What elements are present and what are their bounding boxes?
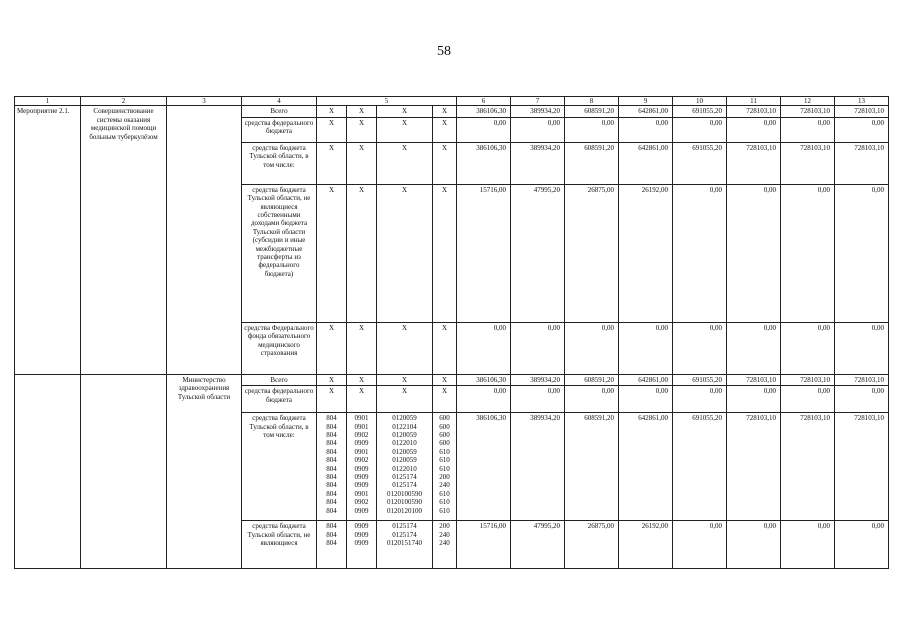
x-mark: Х	[433, 374, 457, 385]
value-cell: 15716,00	[457, 521, 511, 569]
x-mark: Х	[433, 142, 457, 184]
value-cell: 0,00	[727, 521, 781, 569]
source-cell: средства бюджета Тульской области, в том числе:	[242, 142, 317, 184]
value-cell: 642861,00	[619, 413, 673, 521]
x-mark: Х	[433, 322, 457, 374]
event-cell-continued	[15, 374, 81, 568]
value-cell: 0,00	[835, 117, 889, 142]
source-cell: средства бюджета Тульской области, в том числе:	[242, 413, 317, 521]
value-cell: 0,00	[673, 386, 727, 413]
code-grbs	[317, 521, 347, 569]
value-cell: 691055,20	[673, 374, 727, 385]
x-mark: Х	[377, 184, 433, 322]
value-cell: 0,00	[835, 521, 889, 569]
page-number: 58	[437, 44, 451, 59]
header-col-7: 7	[511, 97, 565, 106]
value-cell: 0,00	[619, 386, 673, 413]
source-cell: средства федерального бюджета	[242, 386, 317, 413]
value-cell: 0,00	[511, 117, 565, 142]
value-cell: 0,00	[457, 386, 511, 413]
value-cell: 386106,30	[457, 106, 511, 117]
x-mark: Х	[317, 374, 347, 385]
x-mark: Х	[317, 106, 347, 117]
value-cell: 0,00	[511, 386, 565, 413]
value-cell: 728103,10	[781, 142, 835, 184]
header-col-6: 6	[457, 97, 511, 106]
event-label: Мероприятие 2.1.	[15, 106, 81, 374]
x-mark: Х	[317, 117, 347, 142]
source-cell: средства бюджета Тульской области, не являющиеся	[242, 521, 317, 569]
value-cell: 728103,10	[781, 106, 835, 117]
value-cell: 26192,00	[619, 521, 673, 569]
header-row	[15, 97, 889, 106]
value-cell: 0,00	[673, 322, 727, 374]
header-col-13: 13	[835, 97, 889, 106]
value-cell: 0,00	[727, 184, 781, 322]
value-cell: 0,00	[565, 386, 619, 413]
source-cell: Всего	[242, 374, 317, 385]
x-mark: Х	[317, 142, 347, 184]
value-cell: 728103,10	[727, 374, 781, 385]
value-cell: 0,00	[619, 322, 673, 374]
value-cell: 386106,30	[457, 413, 511, 521]
header-col-4: 4	[242, 97, 317, 106]
source-cell: средства федерального бюджета	[242, 117, 317, 142]
value-cell: 728103,10	[835, 142, 889, 184]
x-mark: Х	[347, 374, 377, 385]
header-col-12: 12	[781, 97, 835, 106]
value-cell: 0,00	[835, 386, 889, 413]
value-cell: 728103,10	[727, 142, 781, 184]
code-list: 0125174 0125174 0120151740	[387, 522, 422, 548]
header-col-9: 9	[619, 97, 673, 106]
value-cell: 691055,20	[673, 413, 727, 521]
value-cell: 47995,20	[511, 521, 565, 569]
x-mark: Х	[347, 117, 377, 142]
code-grbs	[317, 413, 347, 521]
x-mark: Х	[347, 142, 377, 184]
header-col-3: 3	[167, 97, 242, 106]
x-mark: Х	[433, 184, 457, 322]
source-cell: Всего	[242, 106, 317, 117]
value-cell: 26875,00	[565, 521, 619, 569]
value-cell: 608591,20	[565, 106, 619, 117]
code-list: 0901 0901 0902 0909 0901 0902 0909 0909 0909 0901 0902 0909	[354, 414, 369, 515]
value-cell: 0,00	[565, 322, 619, 374]
x-mark: Х	[347, 386, 377, 413]
value-cell: 0,00	[565, 117, 619, 142]
x-mark: Х	[433, 117, 457, 142]
value-cell: 642861,00	[619, 374, 673, 385]
table-row	[15, 106, 889, 117]
x-mark: Х	[347, 106, 377, 117]
value-cell: 389934,20	[511, 413, 565, 521]
header-col-2: 2	[81, 97, 167, 106]
value-cell: 728103,10	[781, 374, 835, 385]
value-cell: 26192,00	[619, 184, 673, 322]
value-cell: 608591,20	[565, 142, 619, 184]
executor-name: Министерство здравоохранения Тульской области	[167, 374, 242, 568]
value-cell: 0,00	[781, 521, 835, 569]
code-target	[377, 521, 433, 569]
value-cell: 0,00	[781, 117, 835, 142]
header-col-1: 1	[15, 97, 81, 106]
value-cell: 0,00	[781, 386, 835, 413]
code-list: 200 240 240	[439, 522, 450, 548]
value-cell: 0,00	[727, 386, 781, 413]
name-cell-continued	[81, 374, 167, 568]
x-mark: Х	[377, 386, 433, 413]
x-mark: Х	[433, 386, 457, 413]
value-cell: 728103,10	[727, 106, 781, 117]
value-cell: 0,00	[727, 322, 781, 374]
value-cell: 0,00	[673, 184, 727, 322]
value-cell: 47995,20	[511, 184, 565, 322]
x-mark: Х	[347, 184, 377, 322]
source-cell: средства Федерального фонда обязательного медицинского страхования	[242, 322, 317, 374]
x-mark: Х	[377, 106, 433, 117]
event-name: Совершенствование системы оказания медицинской помощи больным туберкулёзом	[81, 106, 167, 374]
x-mark: Х	[377, 322, 433, 374]
value-cell: 728103,10	[835, 106, 889, 117]
code-type	[433, 413, 457, 521]
code-target	[377, 413, 433, 521]
value-cell: 389934,20	[511, 142, 565, 184]
value-cell: 0,00	[781, 322, 835, 374]
source-cell: средства бюджета Тульской области, не являющиеся собственными доходами бюджета Тульской области (субсидии и иные межбюджетные трансферты из федерального бюджета)	[242, 184, 317, 322]
code-section	[347, 521, 377, 569]
value-cell: 0,00	[835, 322, 889, 374]
value-cell: 0,00	[673, 521, 727, 569]
executor-cell-empty	[167, 106, 242, 374]
header-col-5: 5	[317, 97, 457, 106]
x-mark: Х	[317, 386, 347, 413]
value-cell: 15716,00	[457, 184, 511, 322]
code-section	[347, 413, 377, 521]
value-cell: 728103,10	[781, 413, 835, 521]
value-cell: 691055,20	[673, 106, 727, 117]
value-cell: 0,00	[781, 184, 835, 322]
header-col-10: 10	[673, 97, 727, 106]
value-cell: 0,00	[619, 117, 673, 142]
table-row	[15, 374, 889, 385]
value-cell: 608591,20	[565, 374, 619, 385]
x-mark: Х	[433, 106, 457, 117]
value-cell: 386106,30	[457, 374, 511, 385]
value-cell: 389934,20	[511, 374, 565, 385]
x-mark: Х	[377, 142, 433, 184]
value-cell: 0,00	[727, 117, 781, 142]
value-cell: 389934,20	[511, 106, 565, 117]
value-cell: 608591,20	[565, 413, 619, 521]
value-cell: 0,00	[511, 322, 565, 374]
code-list: 600 600 600 600 610 610 610 200 240 610 610 610	[439, 414, 450, 515]
x-mark: Х	[317, 322, 347, 374]
code-list: 804 804 804 804 804 804 804 804 804 804 804 804	[326, 414, 337, 515]
header-col-8: 8	[565, 97, 619, 106]
code-list: 0120059 0122104 0120059 0122010 0120059 0120059 0122010 0125174 0125174 0120100590 0120100590 0120120100	[387, 414, 422, 515]
value-cell: 728103,10	[727, 413, 781, 521]
x-mark: Х	[377, 117, 433, 142]
x-mark: Х	[317, 184, 347, 322]
header-col-11: 11	[727, 97, 781, 106]
x-mark: Х	[377, 374, 433, 385]
code-list: 804 804 804	[326, 522, 337, 548]
code-list: 0909 0909 0909	[354, 522, 369, 548]
value-cell: 642861,00	[619, 142, 673, 184]
value-cell: 0,00	[673, 117, 727, 142]
value-cell: 0,00	[457, 117, 511, 142]
value-cell: 691055,20	[673, 142, 727, 184]
value-cell: 0,00	[457, 322, 511, 374]
code-type	[433, 521, 457, 569]
value-cell: 728103,10	[835, 374, 889, 385]
value-cell: 728103,10	[835, 413, 889, 521]
value-cell: 386106,30	[457, 142, 511, 184]
value-cell: 26875,00	[565, 184, 619, 322]
value-cell: 642861,00	[619, 106, 673, 117]
funding-table	[14, 96, 889, 569]
value-cell: 0,00	[835, 184, 889, 322]
x-mark: Х	[347, 322, 377, 374]
